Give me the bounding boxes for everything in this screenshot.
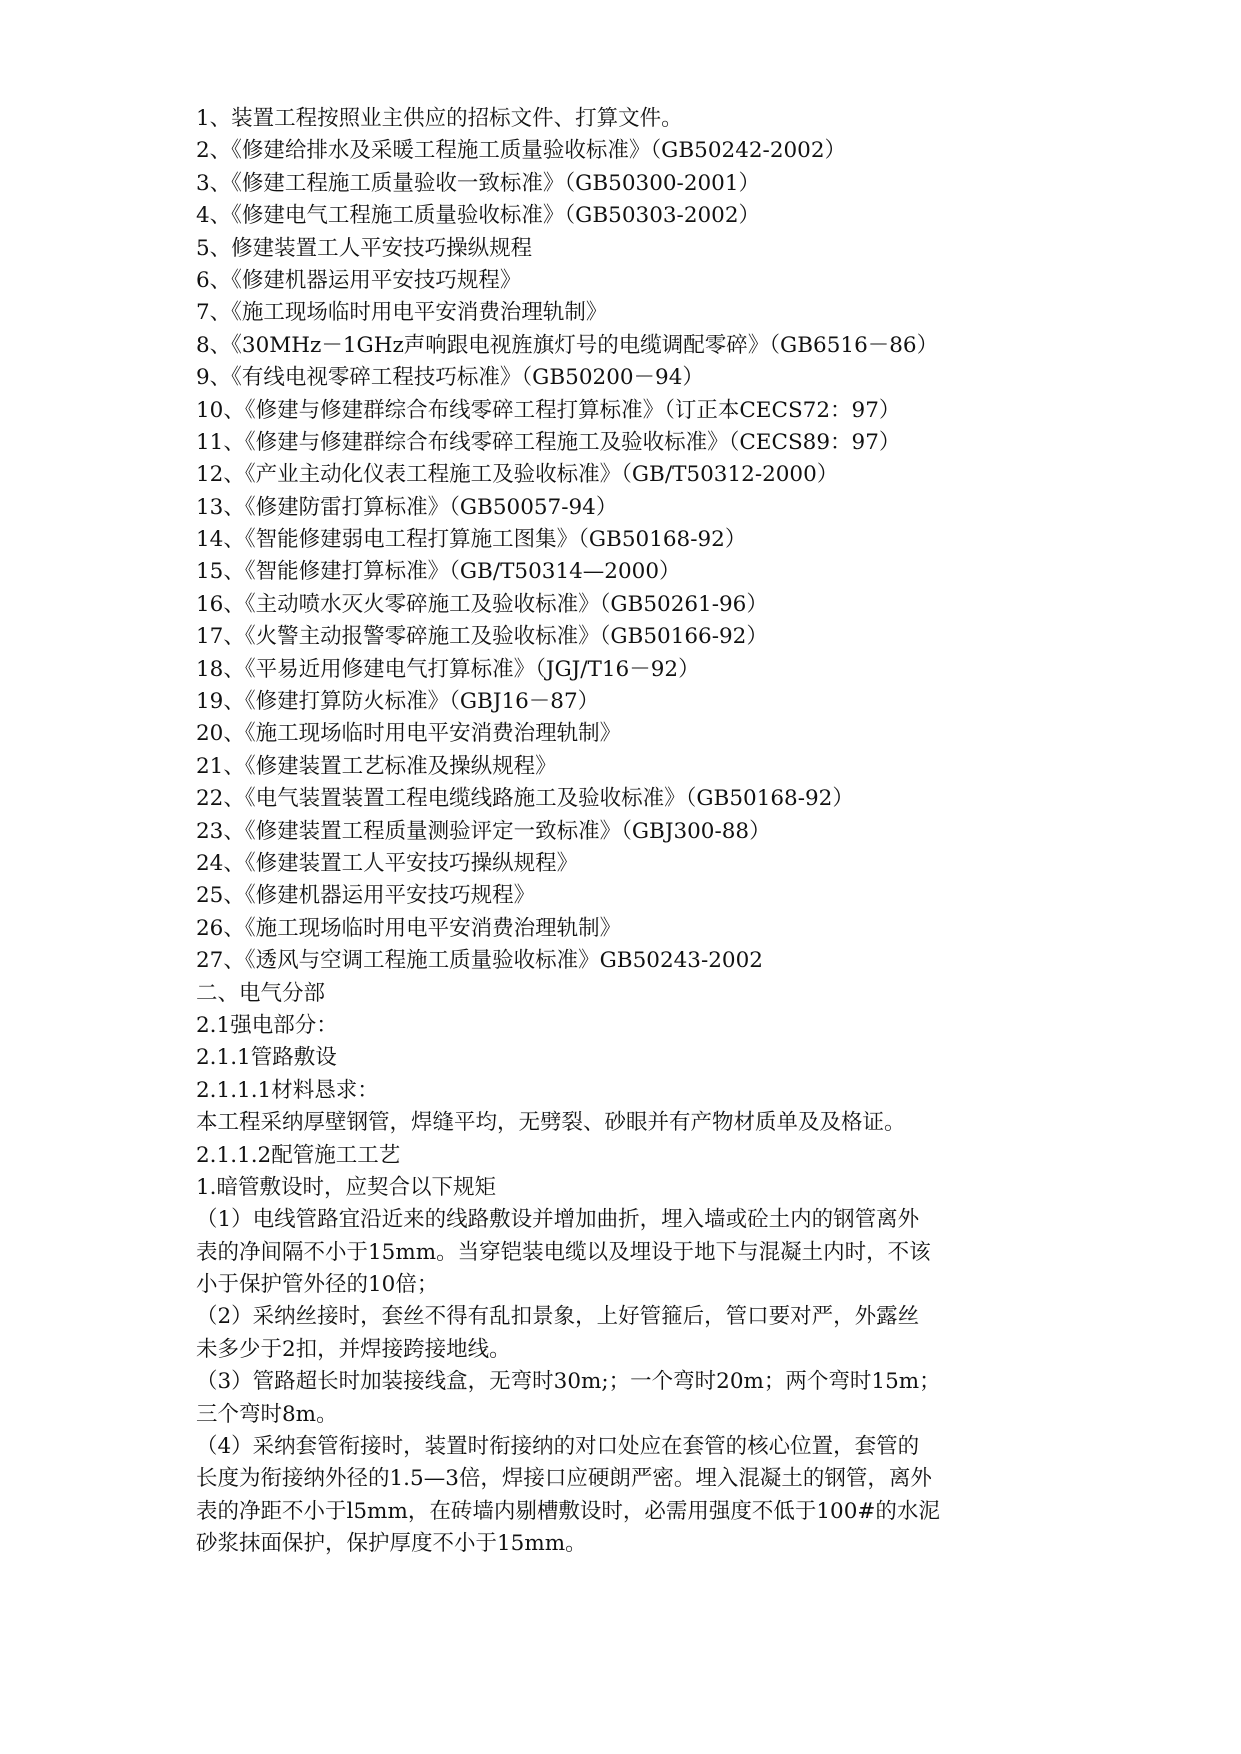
reference-item-6: 6、《修建机器运用平安技巧规程》 (196, 267, 522, 293)
rule-item-1-line-2: 表的净间隔不小于15mm。当穿铠装电缆以及埋设于地下与混凝土内时，不该 (196, 1239, 931, 1265)
rule-item-4 (196, 1431, 1056, 1561)
reference-item-21: 21、《修建装置工艺标准及操纵规程》 (196, 753, 557, 779)
rule-item-1-line-3: 小于保护管外径的10倍； (196, 1272, 439, 1298)
rule-item-3-line-2: 三个弯时8m。 (196, 1401, 338, 1427)
reference-item-16: 16、《主动喷水灭火零碎施工及验收标准》（GB50261-96） (196, 591, 768, 617)
subsection-heading-strong-current: 2.1强电部分： (196, 1012, 338, 1038)
reference-item-2: 2、《修建给排水及采暖工程施工质量验收标准》（GB50242-2002） (196, 138, 847, 164)
reference-item-25: 25、《修建机器运用平安技巧规程》 (196, 883, 536, 909)
reference-item-10: 10、《修建与修建群综合布线零碎工程打算标准》（订正本CECS72：97） (196, 397, 901, 423)
reference-item-27: 27、《透风与空调工程施工质量验收标准》GB50243-2002 (196, 948, 763, 974)
rule-item-3-line-1: （3）管路超长时加装接线盒，无弯时30m;；一个弯时20m；两个弯时15m； (196, 1369, 941, 1395)
reference-item-26: 26、《施工现场临时用电平安消费治理轨制》 (196, 915, 622, 941)
rule-item-4-line-2: 长度为衔接纳外径的1.5—3倍，焊接口应硬朗严密。埋入混凝土的钢管，离外 (196, 1466, 932, 1492)
rule-item-4-line-3: 表的净距不小于l5mm，在砖墙内剔槽敷设时，必需用强度不低于100#的水泥 (196, 1498, 940, 1524)
reference-item-17: 17、《火警主动报警零碎施工及验收标准》（GB50166-92） (196, 624, 768, 650)
reference-item-3: 3、《修建工程施工质量验收一致标准》（GB50300-2001） (196, 170, 761, 196)
rule-item-4-line-1: （4）采纳套管衔接时，装置时衔接纳的对口处应在套管的核心位置，套管的 (196, 1434, 920, 1460)
reference-item-18: 18、《平易近用修建电气打算标准》（JGJ/T16－92） (196, 656, 700, 682)
reference-item-11: 11、《修建与修建群综合布线零碎工程施工及验收标准》（CECS89：97） (196, 429, 901, 455)
reference-list (196, 103, 1056, 978)
reference-item-4: 4、《修建电气工程施工质量验收标准》（GB50303-2002） (196, 203, 761, 229)
rule-item-3 (196, 1366, 1056, 1431)
concealed-pipe-rule-intro: 1.暗管敷设时，应契合以下规矩 (196, 1174, 497, 1200)
subsection-heading-material-requirements: 2.1.1.1材料恳求： (196, 1077, 379, 1103)
reference-item-9: 9、《有线电视零碎工程技巧标准》（GB50200－94） (196, 365, 704, 391)
rule-item-2-line-2: 未多少于2扣，并焊接跨接地线。 (196, 1336, 511, 1362)
reference-item-22: 22、《电气装置装置工程电缆线路施工及验收标准》（GB50168-92） (196, 786, 854, 812)
section-heading: 二、电气分部 (196, 980, 326, 1006)
reference-item-24: 24、《修建装置工人平安技巧操纵规程》 (196, 850, 579, 876)
subsection-heading-pipe-laying: 2.1.1管路敷设 (196, 1045, 337, 1071)
reference-item-5: 5、修建装置工人平安技巧操纵规程 (196, 235, 533, 261)
reference-item-12: 12、《产业主动化仪表工程施工及验收标准》（GB/T50312-2000） (196, 462, 839, 488)
subsection-heading-pipe-process: 2.1.1.2配管施工工艺 (196, 1142, 401, 1168)
reference-item-15: 15、《智能修建打算标准》（GB/T50314—2000） (196, 559, 681, 585)
electrical-section (196, 978, 1056, 1561)
reference-item-7: 7、《施工现场临时用电平安消费治理轨制》 (196, 300, 608, 326)
document-page (196, 103, 1056, 1561)
reference-item-13: 13、《修建防雷打算标准》（GB50057-94） (196, 494, 618, 520)
rule-item-4-line-4: 砂浆抹面保护，保护厚度不小于15mm。 (196, 1531, 587, 1557)
reference-item-23: 23、《修建装置工程质量测验评定一致标准》（GBJ300-88） (196, 818, 771, 844)
material-requirements-text: 本工程采纳厚壁钢管，焊缝平均，无劈裂、砂眼并有产物材质单及及格证。 (196, 1110, 906, 1136)
reference-item-14: 14、《智能修建弱电工程打算施工图集》（GB50168-92） (196, 527, 747, 553)
rule-item-2-line-1: （2）采纳丝接时，套丝不得有乱扣景象，上好管箍后，管口要对严，外露丝 (196, 1304, 920, 1330)
reference-item-19: 19、《修建打算防火标准》（GBJ16－87） (196, 689, 600, 715)
rule-item-1 (196, 1204, 1056, 1301)
reference-item-1: 1、装置工程按照业主供应的招标文件、打算文件。 (196, 106, 683, 131)
reference-item-8: 8、《30MHz－1GHz声响跟电视旌旗灯号的电缆调配零碎》（GB6516－86） (196, 332, 939, 358)
rule-item-1-line-1: （1）电线管路宜沿近来的线路敷设并增加曲折，埋入墙或砼土内的钢管离外 (196, 1207, 920, 1233)
reference-item-20: 20、《施工现场临时用电平安消费治理轨制》 (196, 721, 622, 747)
rule-item-2 (196, 1301, 1056, 1366)
